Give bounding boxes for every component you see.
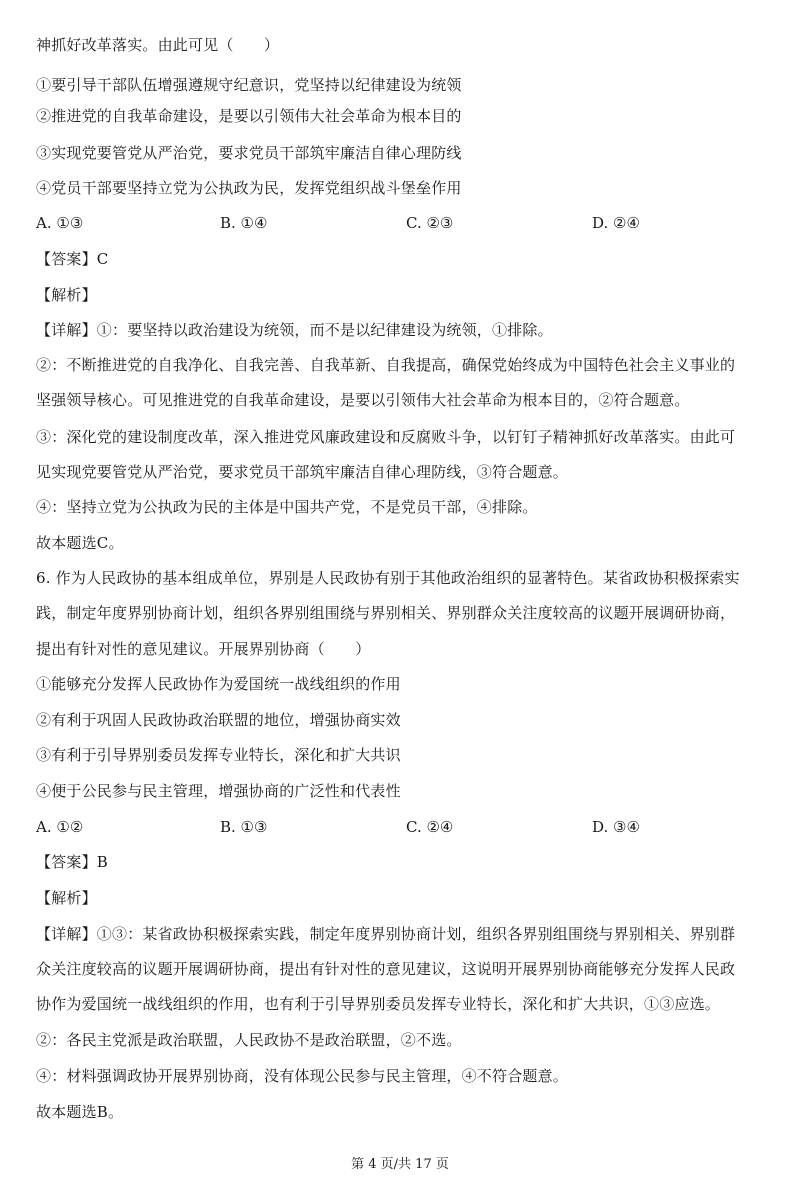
- q5-option-b: B. ①④: [220, 214, 268, 232]
- q5-stem-tail: 神抓好改革落实。由此可见（ ）: [36, 36, 280, 54]
- page-footer: 第 4 页/共 17 页: [351, 1157, 449, 1172]
- q5-statement-4: ④党员干部要坚持立党为公执政为民，发挥党组织战斗堡垒作用: [36, 179, 462, 197]
- q6-stem-3: 提出有针对性的意见建议。开展界别协商（ ）: [36, 640, 371, 658]
- q5-options: [36, 213, 774, 233]
- q5-option-a: A. ①③: [36, 214, 84, 232]
- q6-option-d: D. ③④: [592, 818, 640, 836]
- q5-statement-1: ①要引导干部队伍增强遵规守纪意识，党坚持以纪律建设为统领: [36, 76, 462, 94]
- q6-stem-2: 践，制定年度界别协商计划，组织各界别组围绕与界别相关、界别群众关注度较高的议题开展调研协商，: [36, 604, 736, 622]
- q5-conclusion: 故本题选C。: [36, 534, 124, 552]
- q5-answer: 【答案】C: [36, 250, 109, 268]
- q6-answer: 【答案】B: [36, 853, 109, 871]
- q6-option-c: C. ②④: [406, 818, 454, 836]
- q6-statement-4: ④便于公民参与民主管理，增强协商的广泛性和代表性: [36, 782, 401, 800]
- q6-options: [36, 817, 774, 837]
- q6-statement-3: ③有利于引导界别委员发挥专业特长，深化和扩大共识: [36, 746, 401, 764]
- q5-option-d: D. ②④: [592, 214, 640, 232]
- q5-analysis-label: 【解析】: [36, 286, 97, 304]
- q6-option-b: B. ①③: [220, 818, 268, 836]
- q5-statement-3: ③实现党要管党从严治党，要求党员干部筑牢廉洁自律心理防线: [36, 144, 462, 162]
- q6-stem-1: 6. 作为人民政协的基本组成单位，界别是人民政协有别于其他政治组织的显著特色。某省政协积极探索实: [36, 569, 740, 587]
- q5-detail-5: 见实现党要管党从严治党，要求党员干部筑牢廉洁自律心理防线，③符合题意。: [36, 463, 569, 481]
- q6-analysis-label: 【解析】: [36, 889, 97, 907]
- q5-detail-4: ③：深化党的建设制度改革，深入推进党风廉政建设和反腐败斗争，以钉钉子精神抓好改革落实。由此可: [36, 428, 736, 446]
- q6-detail-2: 众关注度较高的议题开展调研协商，提出有针对性的意见建议，这说明开展界别协商能够充分发挥人民政: [36, 960, 736, 978]
- q5-detail-2: ②：不断推进党的自我净化、自我完善、自我革新、自我提高，确保党始终成为中国特色社会主义事业的: [36, 356, 736, 374]
- q6-statement-2: ②有利于巩固人民政协政治联盟的地位，增强协商实效: [36, 711, 401, 729]
- q6-conclusion: 故本题选B。: [36, 1103, 124, 1121]
- q5-detail-3: 坚强领导核心。可见推进党的自我革命建设，是要以引领伟大社会革命为根本目的，②符合题意。: [36, 391, 690, 409]
- q6-detail-1: 【详解】①③：某省政协积极探索实践，制定年度界别协商计划，组织各界别组围绕与界别相关、界别群: [36, 925, 736, 943]
- q5-option-c: C. ②③: [406, 214, 454, 232]
- q6-statement-1: ①能够充分发挥人民政协作为爱国统一战线组织的作用: [36, 675, 401, 693]
- q6-detail-4: ②：各民主党派是政治联盟，人民政协不是政治联盟，②不选。: [36, 1031, 462, 1049]
- q5-statement-2: ②推进党的自我革命建设，是要以引领伟大社会革命为根本目的: [36, 107, 462, 125]
- q6-option-a: A. ①②: [36, 818, 84, 836]
- q5-detail-6: ④：坚持立党为公执政为民的主体是中国共产党，不是党员干部，④排除。: [36, 498, 538, 516]
- q6-detail-3: 协作为爱国统一战线组织的作用，也有利于引导界别委员发挥专业特长，深化和扩大共识，①③应选。: [36, 995, 721, 1013]
- q5-detail-1: 【详解】①：要坚持以政治建设为统领，而不是以纪律建设为统领，①排除。: [36, 321, 553, 339]
- q6-detail-5: ④：材料强调政协开展界别协商，没有体现公民参与民主管理，④不符合题意。: [36, 1067, 569, 1085]
